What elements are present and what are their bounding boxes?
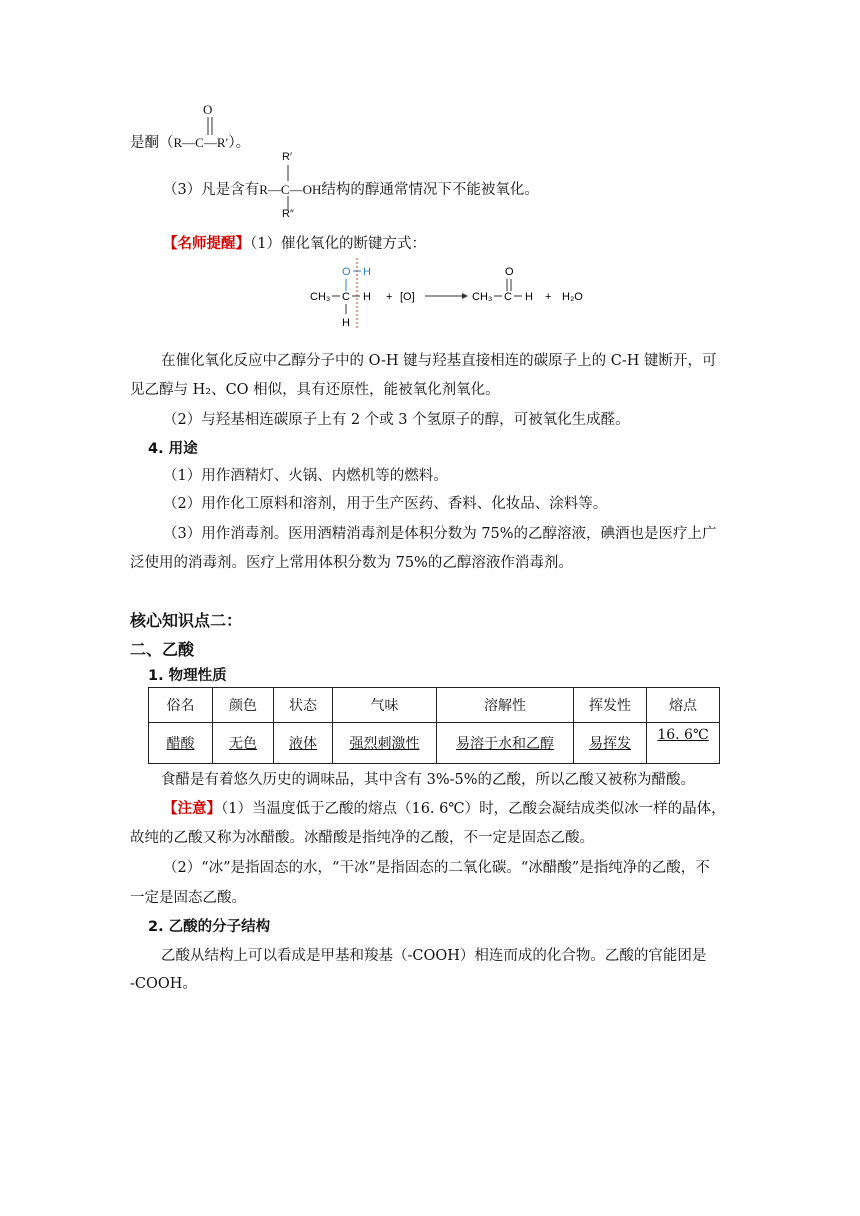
ketone-R: R: [173, 135, 183, 150]
note-line-2: 故纯的乙酸又称为冰醋酸。冰醋酸是指纯净的乙酸，不一定是固态乙酸。: [130, 830, 594, 846]
ketone-suffix: ）。: [228, 135, 251, 151]
ketone-C: C: [195, 135, 204, 150]
structure-line-1: 乙酸从结构上可以看成是甲基和羧基（-COOH）相连而成的化合物。乙酸的官能团是: [161, 948, 707, 964]
tert-R: R: [259, 182, 268, 197]
note-line-1: [163, 799, 726, 819]
header-cell: 颜色: [213, 688, 274, 723]
product-CH3: CH₃: [472, 291, 493, 303]
point3-line: （3）凡是含有R—C—OH结构的醇通常情况下不能被氧化。: [163, 182, 539, 198]
value-cell: 易挥发: [574, 723, 647, 764]
uses-item-3-line-1: （3）用作消毒剂。医用酒精消毒剂是体积分数为 75%的乙醇溶液，碘酒也是医疗上广: [163, 526, 717, 542]
header-cell: 挥发性: [574, 688, 647, 723]
tert-bond-top: [285, 165, 291, 181]
structure-heading: 2. 乙酸的分子结构: [148, 919, 271, 935]
point3-prefix: （3）凡是含有: [163, 182, 260, 198]
value-cell: 16. 6℃: [647, 723, 720, 764]
teacher-tip-text: （1）催化氧化的断键方式：: [250, 236, 426, 252]
plus-2: +: [545, 291, 552, 303]
reactant-C: C: [342, 291, 350, 303]
value-cell: 无色: [213, 723, 274, 764]
core-heading: 核心知识点二：: [130, 611, 243, 630]
reactant-H-bottom: H: [342, 317, 350, 329]
tert-OH: OH: [302, 182, 322, 197]
point3-suffix: 结构的醇通常情况下不能被氧化。: [321, 182, 539, 198]
tert-R-bottom: R″: [282, 208, 294, 220]
mechanism-line-1: 在催化氧化反应中乙醇分子中的 O-H 键与羟基直接相连的碳原子上的 C-H 键断开，可: [161, 353, 717, 369]
reactant-CH3: CH₃: [310, 291, 331, 303]
ketone-O: O: [203, 102, 213, 117]
product-H: H: [525, 291, 533, 303]
oxidant: [O]: [400, 291, 415, 303]
note-line-3: （2）“冰”是指固态的水，“干冰”是指固态的二氧化碳。“冰醋酸”是指纯净的乙酸，不: [163, 860, 710, 876]
uses-heading: 4. 用途: [148, 441, 198, 457]
uses-item-1: （1）用作酒精灯、火锅、内燃机等的燃料。: [163, 468, 448, 484]
table-header-row: [149, 688, 720, 723]
reactant-H-top: H: [363, 266, 371, 278]
water: H₂O: [562, 291, 583, 303]
structure-line-2: -COOH。: [130, 976, 197, 992]
uses-item-3-line-2: 泛使用的消毒剂。医疗上常用体积分数为 75%的乙醇溶液作消毒剂。: [130, 555, 573, 571]
value-cell: 醋酸: [149, 723, 213, 764]
note-label: 【注意】: [163, 800, 221, 817]
teacher-tip-label: 【名师提醒】: [163, 235, 250, 252]
header-cell: 气味: [333, 688, 437, 723]
value-cell: 液体: [274, 723, 333, 764]
physical-heading: 1. 物理性质: [148, 668, 227, 684]
oxidation-reaction-scheme: [300, 258, 600, 334]
note-line-4: 一定是固态乙酸。: [130, 890, 246, 906]
reactant-O: O: [342, 266, 351, 278]
header-cell: 状态: [274, 688, 333, 723]
tert-C: C: [280, 182, 290, 197]
header-cell: 溶解性: [437, 688, 574, 723]
tip-point-2: （2）与羟基相连碳原子上有 2 个或 3 个氢原子的醇，可被氧化生成醛。: [163, 412, 630, 428]
value-cell: 强烈刺激性: [333, 723, 437, 764]
value-cell: 易溶于水和乙醇: [437, 723, 574, 764]
header-cell: 俗名: [149, 688, 213, 723]
section-heading: 二、乙酸: [130, 640, 195, 659]
vinegar-paragraph: 食醋是有着悠久历史的调味品，其中含有 3%-5%的乙酸，所以乙酸又被称为醋酸。: [161, 772, 696, 788]
product-C: C: [504, 291, 512, 303]
header-cell: 熔点: [647, 688, 720, 723]
plus-1: +: [386, 291, 393, 303]
reactant-H-right: H: [363, 291, 371, 303]
tert-R-top: R′: [282, 151, 293, 163]
ketone-Rp: R′: [216, 135, 229, 150]
teacher-tip: [163, 234, 426, 254]
table-row: [149, 723, 720, 764]
mechanism-line-2: 见乙醇与 H₂、CO 相似，具有还原性，能被氧化剂氧化。: [130, 382, 500, 398]
note-text-1: （1）当温度低于乙酸的熔点（16. 6℃）时，乙酸会凝结成类似冰一样的晶体，: [221, 801, 726, 817]
ketone-prefix: 是酮（: [130, 135, 174, 151]
uses-item-2: （2）用作化工原料和溶剂，用于生产医药、香料、化妆品、涂料等。: [163, 496, 608, 512]
ketone-line: 是酮（R—C—R′）。: [130, 135, 251, 151]
product-O: O: [505, 266, 514, 278]
physical-properties-table: [148, 687, 720, 764]
